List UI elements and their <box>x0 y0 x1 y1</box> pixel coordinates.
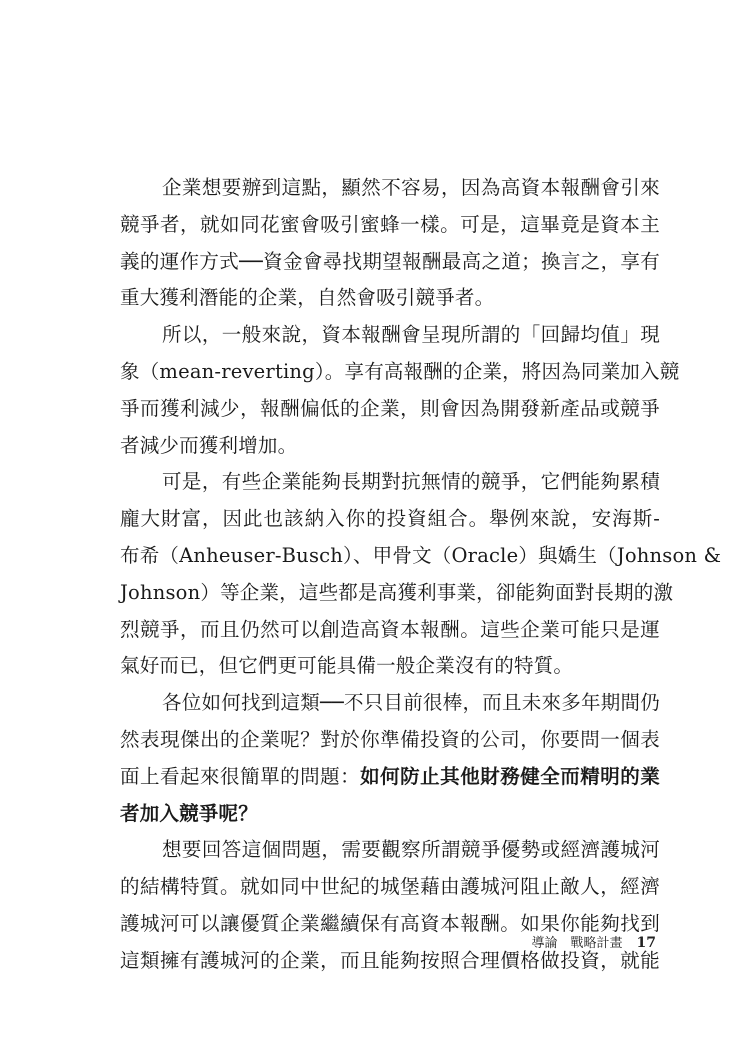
page-number: 17 <box>636 935 656 951</box>
text-line: 的結構特質。就如同中世紀的城堡藉由護城河阻止敵人，經濟 <box>120 875 660 899</box>
text-line: Johnson）等企業，這些都是高獲利事業，卻能夠面對長期的激 <box>120 580 674 604</box>
bold-question: 如何防止其他財務健全而精明的業 <box>360 764 660 788</box>
paragraph <box>120 170 660 317</box>
text-line: 護城河可以讓優質企業繼續保有高資本報酬。如果你能夠找到 <box>120 911 660 935</box>
text-line: 這類擁有護城河的企業，而且能夠按照合理價格做投資，就能 <box>120 948 660 972</box>
text-line: 重大獲利潛能的企業，自然會吸引競爭者。 <box>120 286 495 310</box>
page-footer <box>496 932 656 951</box>
text-line: 烈競爭，而且仍然可以創造高資本報酬。這些企業可能只是運 <box>120 617 660 641</box>
text-line: 企業想要辦到這點，顯然不容易，因為高資本報酬會引來 <box>162 176 660 199</box>
text-segment: 面上看起來很簡單的問題： <box>120 764 361 788</box>
text-line: 競爭者，就如同花蜜會吸引蜜蜂一樣。可是，這畢竟是資本主 <box>120 212 660 236</box>
text-line: 布希（Anheuser-Busch）、甲骨文（Oracle）與嬌生（Johnson & <box>120 543 722 567</box>
paragraph <box>120 464 722 685</box>
text-line: 氣好而已，但它們更可能具備一般企業沒有的特質。 <box>120 654 574 678</box>
text-line: 義的運作方式──資金會尋找期望報酬最高之道；換言之，享有 <box>120 249 660 273</box>
text-line-mixed <box>120 759 660 796</box>
text-line: 想要回答這個問題，需要觀察所謂競爭優勢或經濟護城河 <box>162 838 660 862</box>
running-head: 導論 戰略計畫 <box>531 936 623 951</box>
text-line: 者減少而獲利增加。 <box>120 433 298 457</box>
paragraph <box>120 685 660 832</box>
paragraph <box>120 317 680 464</box>
page-body <box>120 170 722 980</box>
text-line: 然表現傑出的企業呢？對於你準備投資的公司，你要問一個表 <box>120 727 660 751</box>
text-line: 龐大財富，因此也該納入你的投資組合。舉例來說，安海斯- <box>120 507 660 531</box>
text-line: 可是，有些企業能夠長期對抗無情的競爭，它們能夠累積 <box>162 470 660 494</box>
text-line: 各位如何找到這類──不只目前很棒，而且未來多年期間仍 <box>162 691 660 715</box>
bold-question-end: 者加入競爭呢？ <box>120 801 258 825</box>
text-line: 象（mean-reverting）。享有高報酬的企業，將因為同業加入競 <box>120 359 680 383</box>
paragraph <box>120 832 660 979</box>
text-line: 所以，一般來說，資本報酬會呈現所謂的「回歸均值」現 <box>162 323 660 347</box>
text-line: 爭而獲利減少，報酬偏低的企業，則會因為開發新產品或競爭 <box>120 396 660 420</box>
